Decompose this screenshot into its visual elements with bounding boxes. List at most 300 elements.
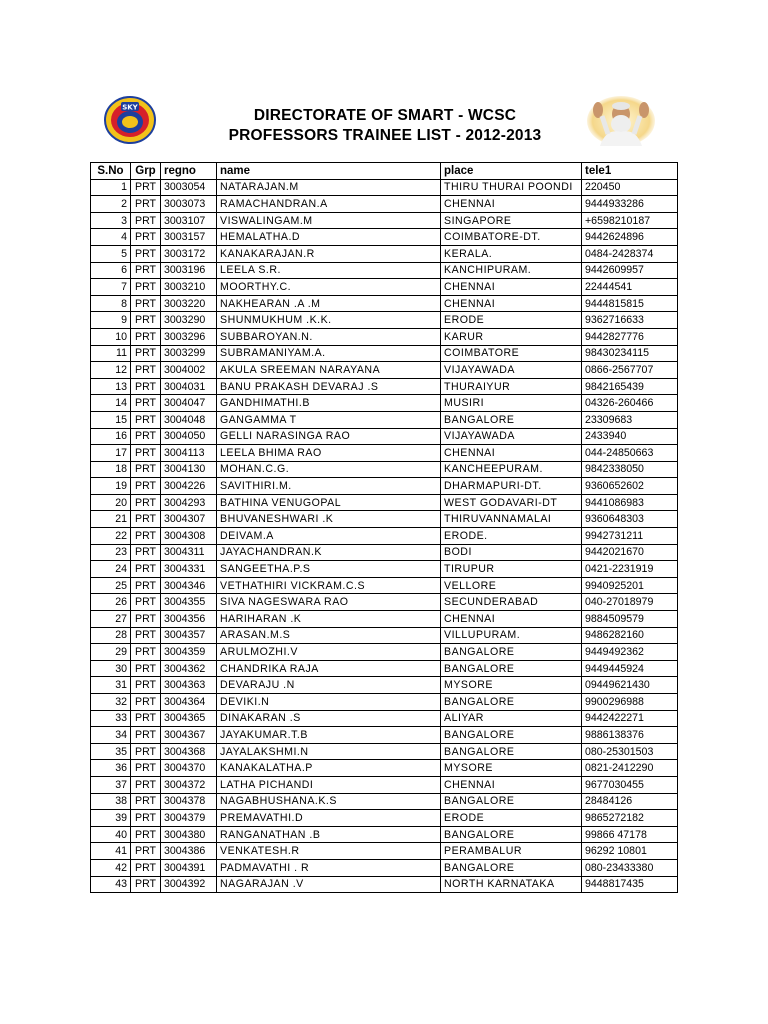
cell-sno: 43	[91, 876, 131, 893]
cell-tele1: 23309683	[582, 411, 678, 428]
cell-sno: 26	[91, 594, 131, 611]
table-row	[91, 793, 678, 810]
cell-grp: PRT	[131, 445, 161, 462]
cell-name: JAYAKUMAR.T.B	[217, 727, 441, 744]
table-row	[91, 229, 678, 246]
cell-place: BODI	[441, 544, 582, 561]
cell-tele1: 9444933286	[582, 196, 678, 213]
cell-tele1: 0866-2567707	[582, 362, 678, 379]
cell-regno: 3004386	[161, 843, 217, 860]
cell-regno: 3003157	[161, 229, 217, 246]
cell-grp: PRT	[131, 411, 161, 428]
table-row	[91, 743, 678, 760]
cell-grp: PRT	[131, 179, 161, 196]
cell-regno: 3003172	[161, 245, 217, 262]
column-header-tele1: tele1	[582, 163, 678, 180]
table-row	[91, 378, 678, 395]
cell-grp: PRT	[131, 511, 161, 528]
cell-grp: PRT	[131, 776, 161, 793]
cell-name: DINAKARAN .S	[217, 710, 441, 727]
cell-sno: 41	[91, 843, 131, 860]
cell-regno: 3004308	[161, 528, 217, 545]
cell-tele1: 04326-260466	[582, 395, 678, 412]
cell-tele1: 9865272182	[582, 810, 678, 827]
table-row	[91, 544, 678, 561]
cell-name: VENKATESH.R	[217, 843, 441, 860]
cell-sno: 19	[91, 478, 131, 495]
table-row	[91, 561, 678, 578]
cell-grp: PRT	[131, 859, 161, 876]
cell-tele1: 9442422271	[582, 710, 678, 727]
cell-sno: 11	[91, 345, 131, 362]
cell-sno: 5	[91, 245, 131, 262]
cell-grp: PRT	[131, 295, 161, 312]
cell-regno: 3004346	[161, 577, 217, 594]
cell-regno: 3003290	[161, 312, 217, 329]
cell-grp: PRT	[131, 694, 161, 711]
cell-sno: 22	[91, 528, 131, 545]
cell-tele1: 9677030455	[582, 776, 678, 793]
cell-sno: 7	[91, 279, 131, 296]
title-line-1: DIRECTORATE OF SMART - WCSC	[253, 107, 517, 124]
table-row	[91, 876, 678, 893]
table-body	[91, 179, 678, 893]
cell-grp: PRT	[131, 677, 161, 694]
cell-regno: 3003210	[161, 279, 217, 296]
cell-sno: 40	[91, 826, 131, 843]
cell-name: DEVIKI.N	[217, 694, 441, 711]
table-row	[91, 644, 678, 661]
table-row	[91, 760, 678, 777]
cell-place: SINGAPORE	[441, 212, 582, 229]
column-header-regno: regno	[161, 163, 217, 180]
cell-sno: 31	[91, 677, 131, 694]
cell-sno: 32	[91, 694, 131, 711]
cell-sno: 21	[91, 511, 131, 528]
cell-place: SECUNDERABAD	[441, 594, 582, 611]
cell-tele1: 9886138376	[582, 727, 678, 744]
table-row	[91, 727, 678, 744]
cell-name: LEELA S.R.	[217, 262, 441, 279]
column-header-grp: Grp	[131, 163, 161, 180]
cell-name: SHUNMUKHUM .K.K.	[217, 312, 441, 329]
cell-name: SAVITHIRI.M.	[217, 478, 441, 495]
table-row	[91, 528, 678, 545]
cell-place: KARUR	[441, 328, 582, 345]
cell-place: THURAIYUR	[441, 378, 582, 395]
cell-name: NATARAJAN.M	[217, 179, 441, 196]
cell-regno: 3003073	[161, 196, 217, 213]
table-row	[91, 345, 678, 362]
cell-grp: PRT	[131, 727, 161, 744]
cell-place: VELLORE	[441, 577, 582, 594]
cell-regno: 3003196	[161, 262, 217, 279]
table-row	[91, 810, 678, 827]
cell-tele1: 9486282160	[582, 627, 678, 644]
cell-tele1: 99866 47178	[582, 826, 678, 843]
table-row	[91, 594, 678, 611]
cell-tele1: 080-23433380	[582, 859, 678, 876]
cell-tele1: 9441086983	[582, 494, 678, 511]
cell-place: KANCHIPURAM.	[441, 262, 582, 279]
cell-name: DEIVAM.A	[217, 528, 441, 545]
cell-regno: 3004391	[161, 859, 217, 876]
cell-place: BANGALORE	[441, 727, 582, 744]
table-row	[91, 262, 678, 279]
table-row	[91, 245, 678, 262]
cell-place: DHARMAPURI-DT.	[441, 478, 582, 495]
table-row	[91, 478, 678, 495]
cell-regno: 3004364	[161, 694, 217, 711]
cell-grp: PRT	[131, 611, 161, 628]
cell-sno: 28	[91, 627, 131, 644]
cell-name: LATHA PICHANDI	[217, 776, 441, 793]
cell-name: SUBRAMANIYAM.A.	[217, 345, 441, 362]
cell-tele1: 96292 10801	[582, 843, 678, 860]
cell-grp: PRT	[131, 594, 161, 611]
cell-grp: PRT	[131, 262, 161, 279]
cell-regno: 3003107	[161, 212, 217, 229]
cell-name: SIVA NAGESWARA RAO	[217, 594, 441, 611]
cell-place: CHENNAI	[441, 196, 582, 213]
logo-text: SKY	[122, 103, 138, 112]
cell-place: VIJAYAWADA	[441, 428, 582, 445]
cell-name: NAGABHUSHANA.K.S	[217, 793, 441, 810]
cell-grp: PRT	[131, 826, 161, 843]
cell-grp: PRT	[131, 660, 161, 677]
cell-sno: 16	[91, 428, 131, 445]
cell-grp: PRT	[131, 478, 161, 495]
cell-place: KERALA.	[441, 245, 582, 262]
cell-tele1: 9442624896	[582, 229, 678, 246]
cell-tele1: 9362716633	[582, 312, 678, 329]
cell-sno: 2	[91, 196, 131, 213]
cell-place: NORTH KARNATAKA	[441, 876, 582, 893]
cell-tele1: 0484-2428374	[582, 245, 678, 262]
cell-place: CHENNAI	[441, 445, 582, 462]
cell-place: ERODE	[441, 312, 582, 329]
table-row	[91, 859, 678, 876]
column-header-name: name	[217, 163, 441, 180]
cell-name: ARASAN.M.S	[217, 627, 441, 644]
cell-tele1: 9442021670	[582, 544, 678, 561]
cell-place: BANGALORE	[441, 411, 582, 428]
cell-place: ERODE.	[441, 528, 582, 545]
cell-name: LEELA BHIMA RAO	[217, 445, 441, 462]
cell-place: COIMBATORE	[441, 345, 582, 362]
cell-grp: PRT	[131, 229, 161, 246]
cell-regno: 3004293	[161, 494, 217, 511]
cell-regno: 3004355	[161, 594, 217, 611]
cell-regno: 3004113	[161, 445, 217, 462]
cell-sno: 42	[91, 859, 131, 876]
cell-tele1: 0821-2412290	[582, 760, 678, 777]
cell-regno: 3004362	[161, 660, 217, 677]
table-row	[91, 611, 678, 628]
cell-grp: PRT	[131, 245, 161, 262]
cell-name: BANU PRAKASH DEVARAJ .S	[217, 378, 441, 395]
cell-sno: 27	[91, 611, 131, 628]
cell-tele1: 98430234115	[582, 345, 678, 362]
cell-grp: PRT	[131, 345, 161, 362]
cell-name: JAYALAKSHMI.N	[217, 743, 441, 760]
table-row	[91, 776, 678, 793]
cell-place: MYSORE	[441, 677, 582, 694]
table-row	[91, 428, 678, 445]
cell-tele1: 220450	[582, 179, 678, 196]
cell-sno: 9	[91, 312, 131, 329]
cell-tele1: 9442609957	[582, 262, 678, 279]
document-title	[200, 106, 570, 146]
cell-name: NAKHEARAN .A .M	[217, 295, 441, 312]
cell-sno: 15	[91, 411, 131, 428]
cell-grp: PRT	[131, 544, 161, 561]
cell-sno: 30	[91, 660, 131, 677]
cell-place: TIRUPUR	[441, 561, 582, 578]
cell-tele1: 9360648303	[582, 511, 678, 528]
cell-grp: PRT	[131, 428, 161, 445]
column-header-place: place	[441, 163, 582, 180]
cell-regno: 3003220	[161, 295, 217, 312]
cell-sno: 25	[91, 577, 131, 594]
cell-tele1: 9900296988	[582, 694, 678, 711]
cell-place: CHENNAI	[441, 279, 582, 296]
cell-tele1: 9442827776	[582, 328, 678, 345]
table-row	[91, 179, 678, 196]
cell-name: BHUVANESHWARI .K	[217, 511, 441, 528]
cell-regno: 3004392	[161, 876, 217, 893]
cell-sno: 24	[91, 561, 131, 578]
cell-tele1: 9448817435	[582, 876, 678, 893]
cell-place: ERODE	[441, 810, 582, 827]
cell-place: MUSIRI	[441, 395, 582, 412]
cell-grp: PRT	[131, 577, 161, 594]
cell-name: CHANDRIKA RAJA	[217, 660, 441, 677]
cell-tele1: +6598210187	[582, 212, 678, 229]
cell-name: GELLI NARASINGA RAO	[217, 428, 441, 445]
cell-tele1: 9940925201	[582, 577, 678, 594]
table-row	[91, 826, 678, 843]
cell-grp: PRT	[131, 312, 161, 329]
cell-name: JAYACHANDRAN.K	[217, 544, 441, 561]
cell-tele1: 9360652602	[582, 478, 678, 495]
cell-regno: 3004368	[161, 743, 217, 760]
cell-name: PREMAVATHI.D	[217, 810, 441, 827]
cell-regno: 3004031	[161, 378, 217, 395]
cell-name: NAGARAJAN .V	[217, 876, 441, 893]
cell-name: MOORTHY.C.	[217, 279, 441, 296]
cell-tele1: 9449492362	[582, 644, 678, 661]
cell-sno: 18	[91, 461, 131, 478]
table-row	[91, 312, 678, 329]
title-line-2: PROFESSORS TRAINEE LIST - 2012-2013	[228, 127, 542, 144]
table-row	[91, 212, 678, 229]
cell-sno: 3	[91, 212, 131, 229]
cell-sno: 36	[91, 760, 131, 777]
cell-regno: 3004047	[161, 395, 217, 412]
cell-tele1: 0421-2231919	[582, 561, 678, 578]
cell-name: BATHINA VENUGOPAL	[217, 494, 441, 511]
cell-tele1: 9449445924	[582, 660, 678, 677]
cell-place: BANGALORE	[441, 644, 582, 661]
cell-sno: 1	[91, 179, 131, 196]
cell-regno: 3003299	[161, 345, 217, 362]
cell-sno: 20	[91, 494, 131, 511]
cell-regno: 3004367	[161, 727, 217, 744]
cell-place: CHENNAI	[441, 295, 582, 312]
cell-grp: PRT	[131, 760, 161, 777]
table-row	[91, 710, 678, 727]
cell-sno: 17	[91, 445, 131, 462]
cell-place: PERAMBALUR	[441, 843, 582, 860]
cell-name: ARULMOZHI.V	[217, 644, 441, 661]
cell-grp: PRT	[131, 196, 161, 213]
cell-tele1: 9842165439	[582, 378, 678, 395]
table-row	[91, 494, 678, 511]
cell-tele1: 2433940	[582, 428, 678, 445]
cell-regno: 3004370	[161, 760, 217, 777]
cell-place: BANGALORE	[441, 743, 582, 760]
cell-place: VILLUPURAM.	[441, 627, 582, 644]
cell-grp: PRT	[131, 494, 161, 511]
cell-grp: PRT	[131, 461, 161, 478]
cell-tele1: 9942731211	[582, 528, 678, 545]
table-row	[91, 511, 678, 528]
cell-tele1: 040-27018979	[582, 594, 678, 611]
cell-name: VETHATHIRI VICKRAM.C.S	[217, 577, 441, 594]
cell-sno: 38	[91, 793, 131, 810]
table-row	[91, 461, 678, 478]
cell-name: RAMACHANDRAN.A	[217, 196, 441, 213]
cell-sno: 37	[91, 776, 131, 793]
cell-place: THIRUVANNAMALAI	[441, 511, 582, 528]
cell-sno: 33	[91, 710, 131, 727]
sky-logo	[104, 96, 156, 144]
table-row	[91, 196, 678, 213]
cell-name: PADMAVATHI . R	[217, 859, 441, 876]
cell-place: BANGALORE	[441, 793, 582, 810]
cell-name: GANGAMMA T	[217, 411, 441, 428]
table-row	[91, 411, 678, 428]
cell-sno: 13	[91, 378, 131, 395]
cell-name: KANAKARAJAN.R	[217, 245, 441, 262]
cell-place: BANGALORE	[441, 694, 582, 711]
cell-regno: 3003054	[161, 179, 217, 196]
cell-sno: 6	[91, 262, 131, 279]
cell-grp: PRT	[131, 710, 161, 727]
cell-grp: PRT	[131, 528, 161, 545]
cell-sno: 10	[91, 328, 131, 345]
cell-sno: 35	[91, 743, 131, 760]
cell-regno: 3004356	[161, 611, 217, 628]
cell-name: SANGEETHA.P.S	[217, 561, 441, 578]
cell-regno: 3004372	[161, 776, 217, 793]
table-row	[91, 577, 678, 594]
cell-name: DEVARAJU .N	[217, 677, 441, 694]
cell-grp: PRT	[131, 627, 161, 644]
cell-tele1: 28484126	[582, 793, 678, 810]
cell-grp: PRT	[131, 876, 161, 893]
cell-name: HEMALATHA.D	[217, 229, 441, 246]
table-row	[91, 843, 678, 860]
cell-sno: 12	[91, 362, 131, 379]
cell-grp: PRT	[131, 793, 161, 810]
cell-grp: PRT	[131, 743, 161, 760]
table-row	[91, 627, 678, 644]
table-row	[91, 660, 678, 677]
cell-grp: PRT	[131, 362, 161, 379]
cell-place: THIRU THURAI POONDI	[441, 179, 582, 196]
cell-tele1: 9444815815	[582, 295, 678, 312]
cell-sno: 8	[91, 295, 131, 312]
cell-grp: PRT	[131, 843, 161, 860]
cell-place: MYSORE	[441, 760, 582, 777]
cell-regno: 3004311	[161, 544, 217, 561]
cell-grp: PRT	[131, 395, 161, 412]
cell-place: BANGALORE	[441, 859, 582, 876]
cell-place: BANGALORE	[441, 660, 582, 677]
cell-place: KANCHEEPURAM.	[441, 461, 582, 478]
cell-place: BANGALORE	[441, 826, 582, 843]
cell-regno: 3004379	[161, 810, 217, 827]
cell-tele1: 080-25301503	[582, 743, 678, 760]
cell-grp: PRT	[131, 212, 161, 229]
cell-regno: 3004226	[161, 478, 217, 495]
cell-tele1: 22444541	[582, 279, 678, 296]
cell-grp: PRT	[131, 810, 161, 827]
portrait-photo	[586, 94, 656, 146]
cell-grp: PRT	[131, 328, 161, 345]
cell-regno: 3003296	[161, 328, 217, 345]
table-row	[91, 677, 678, 694]
cell-name: AKULA SREEMAN NARAYANA	[217, 362, 441, 379]
cell-regno: 3004048	[161, 411, 217, 428]
cell-grp: PRT	[131, 644, 161, 661]
cell-regno: 3004378	[161, 793, 217, 810]
cell-regno: 3004357	[161, 627, 217, 644]
table-row	[91, 395, 678, 412]
table-row	[91, 445, 678, 462]
table-row	[91, 295, 678, 312]
cell-place: WEST GODAVARI-DT	[441, 494, 582, 511]
cell-name: SUBBAROYAN.N.	[217, 328, 441, 345]
cell-name: GANDHIMATHI.B	[217, 395, 441, 412]
table-row	[91, 279, 678, 296]
cell-sno: 29	[91, 644, 131, 661]
table-row	[91, 362, 678, 379]
cell-name: VISWALINGAM.M	[217, 212, 441, 229]
cell-sno: 39	[91, 810, 131, 827]
cell-grp: PRT	[131, 561, 161, 578]
cell-sno: 23	[91, 544, 131, 561]
cell-tele1: 09449621430	[582, 677, 678, 694]
cell-name: HARIHARAN .K	[217, 611, 441, 628]
cell-place: ALIYAR	[441, 710, 582, 727]
cell-grp: PRT	[131, 279, 161, 296]
table-row	[91, 328, 678, 345]
cell-tele1: 9842338050	[582, 461, 678, 478]
cell-place: CHENNAI	[441, 776, 582, 793]
cell-place: COIMBATORE-DT.	[441, 229, 582, 246]
cell-name: RANGANATHAN .B	[217, 826, 441, 843]
cell-sno: 34	[91, 727, 131, 744]
cell-name: MOHAN.C.G.	[217, 461, 441, 478]
cell-sno: 14	[91, 395, 131, 412]
cell-regno: 3004050	[161, 428, 217, 445]
trainee-table	[90, 162, 678, 893]
cell-tele1: 9884509579	[582, 611, 678, 628]
cell-place: CHENNAI	[441, 611, 582, 628]
